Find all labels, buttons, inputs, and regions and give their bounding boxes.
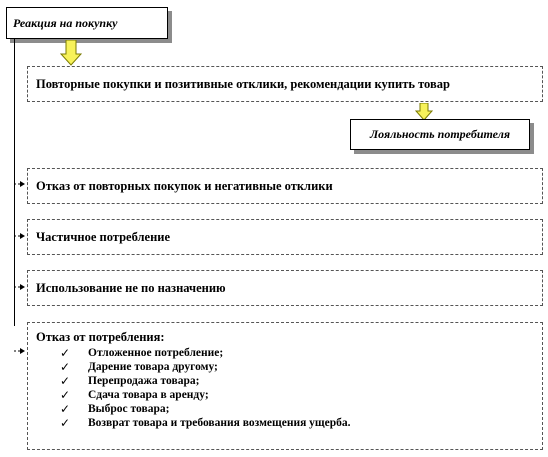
check-mark-icon: ✓ [60, 360, 71, 374]
check-mark-icon: ✓ [60, 388, 71, 402]
reaction-box-label: Реакция на покупку [13, 15, 118, 30]
box-label: Частичное потребление [36, 229, 171, 244]
check-mark-icon: ✓ [60, 402, 71, 416]
refusal-title: Отказ от потребления: [36, 330, 165, 344]
list-item: ✓ Выброс товара; [60, 402, 170, 416]
loyalty-box-label: Лояльность потребителя [369, 127, 511, 141]
check-mark-icon: ✓ [60, 374, 71, 388]
refusal-consumption-box [27, 322, 543, 450]
list-item: ✓ Перепродажа товара; [60, 374, 200, 388]
box-label: Использование не по назначению [36, 280, 226, 295]
check-mark-icon: ✓ [60, 416, 71, 430]
box-label: Повторные покупки и позитивные отклики, рекомендации купить товар [36, 76, 450, 91]
list-item: ✓ Возврат товара и требования возмещения ущерба. [60, 416, 351, 430]
misuse-box [27, 270, 543, 306]
check-mark-icon: ✓ [60, 346, 71, 360]
list-item: ✓ Дарение товара другому; [60, 360, 218, 374]
list-item: ✓ Сдача товара в аренду; [60, 388, 209, 402]
partial-consumption-box [27, 219, 543, 255]
refusal-list [60, 346, 542, 430]
list-item: ✓ Отложенное потребление; [60, 346, 224, 360]
box-label: Отказ от повторных покупок и негативные отклики [36, 178, 333, 193]
refusal-repeat-box [27, 168, 543, 204]
